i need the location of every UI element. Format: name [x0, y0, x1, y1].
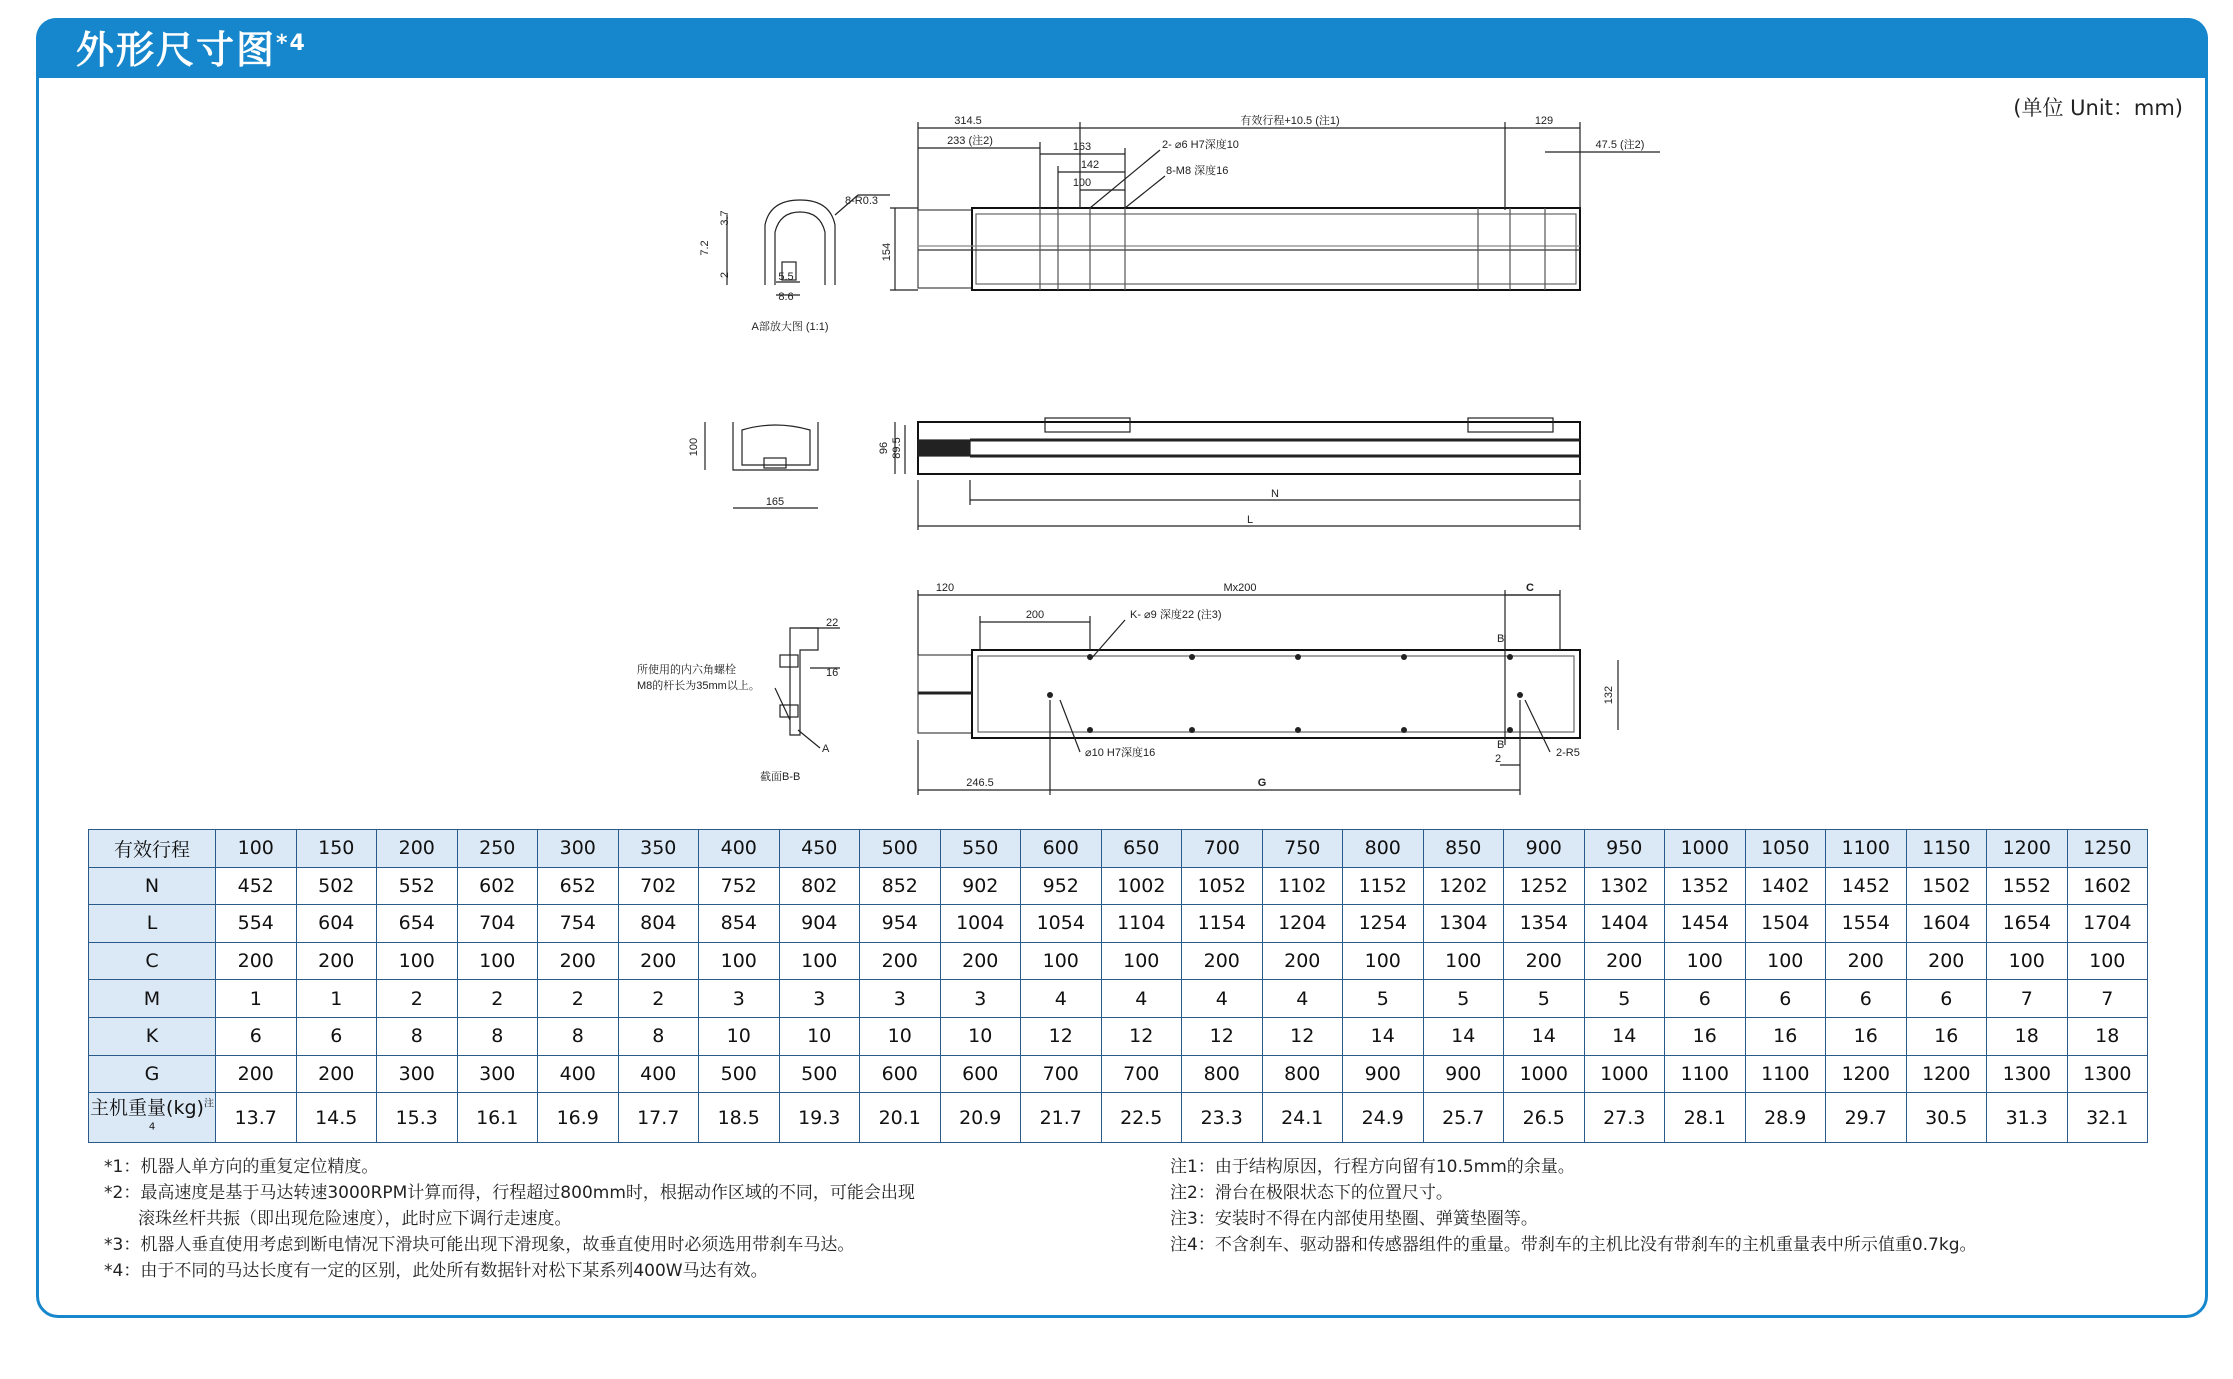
table-cell: 18: [2067, 1017, 2148, 1055]
table-cell: 10: [860, 1017, 941, 1055]
table-cell: 8: [377, 1017, 458, 1055]
table-cell: 30.5: [1906, 1093, 1987, 1143]
row-header: 有效行程: [89, 830, 216, 868]
table-row: [89, 830, 2148, 868]
table-cell: 200: [377, 830, 458, 868]
table-cell: 1654: [1987, 905, 2068, 943]
table-cell: 754: [538, 905, 619, 943]
dim-sec-16: 16: [826, 667, 839, 679]
dim-154: 154: [881, 242, 893, 262]
table-cell: 1152: [1343, 867, 1424, 905]
table-cell: 3: [779, 980, 860, 1018]
table-cell: 1404: [1584, 905, 1665, 943]
table-cell: 1352: [1665, 867, 1746, 905]
table-cell: 100: [779, 942, 860, 980]
note-line: 注3：安装时不得在内部使用垫圈、弹簧垫圈等。: [1170, 1209, 1538, 1229]
table-cell: 3: [699, 980, 780, 1018]
dim-2: 2: [719, 271, 731, 279]
table-cell: 400: [538, 1055, 619, 1093]
table-cell: 10: [940, 1017, 1021, 1055]
table-cell: 23.3: [1182, 1093, 1263, 1143]
table-cell: 400: [699, 830, 780, 868]
table-cell: 752: [699, 867, 780, 905]
notes-left: [104, 1154, 915, 1284]
table-row: [89, 1055, 2148, 1093]
table-cell: 16.1: [457, 1093, 538, 1143]
table-cell: 100: [1423, 942, 1504, 980]
table-cell: 550: [940, 830, 1021, 868]
table-cell: 15.3: [377, 1093, 458, 1143]
dim-2r5: 2-R5: [1556, 747, 1580, 759]
table-cell: 4: [1262, 980, 1343, 1018]
table-row: [89, 1093, 2148, 1143]
table-cell: 1002: [1101, 867, 1182, 905]
sec-note-2: M8的杆长为35mm以上。: [637, 680, 760, 692]
note-line: *2：最高速度是基于马达转速3000RPM计算而得，行程超过800mm时，根据动作区域的不同，可能会出现: [104, 1183, 915, 1203]
dim-m8: 8-M8 深度16: [1166, 165, 1229, 177]
dim-47: 47.5 (注2): [1595, 139, 1645, 151]
table-row: [89, 1017, 2148, 1055]
table-cell: 700: [1021, 1055, 1102, 1093]
table-cell: 904: [779, 905, 860, 943]
dim-k: K- ⌀9 深度22 (注3): [1130, 609, 1222, 621]
title-footnote: *4: [276, 31, 307, 56]
table-cell: 1604: [1906, 905, 1987, 943]
table-cell: 1102: [1262, 867, 1343, 905]
table-cell: 6: [1745, 980, 1826, 1018]
table-cell: 16: [1906, 1017, 1987, 1055]
table-cell: 2: [457, 980, 538, 1018]
table-cell: 850: [1423, 830, 1504, 868]
table-cell: 14: [1343, 1017, 1424, 1055]
dim-2465: 246.5: [966, 777, 994, 789]
table-cell: 600: [1021, 830, 1102, 868]
dim-895: 89.5: [891, 437, 903, 459]
table-cell: 300: [538, 830, 619, 868]
table-cell: 6: [1665, 980, 1746, 1018]
dim-hole6: 2- ⌀6 H7深度10: [1162, 139, 1239, 151]
table-cell: 6: [1826, 980, 1907, 1018]
table-cell: 750: [1262, 830, 1343, 868]
table-cell: 1100: [1826, 830, 1907, 868]
table-cell: 652: [538, 867, 619, 905]
table-cell: 500: [860, 830, 941, 868]
row-header: G: [89, 1055, 216, 1093]
spec-table: [88, 829, 2148, 1143]
dim-55: 5.5: [778, 271, 794, 283]
table-cell: 16: [1826, 1017, 1907, 1055]
table-cell: 600: [860, 1055, 941, 1093]
table-cell: 21.7: [1021, 1093, 1102, 1143]
table-cell: 100: [1745, 942, 1826, 980]
table-cell: 900: [1504, 830, 1585, 868]
table-cell: 16: [1665, 1017, 1746, 1055]
end-view: [705, 422, 818, 508]
row-header: 主机重量(kg)$^{注4}$: [89, 1093, 216, 1143]
table-cell: 1502: [1906, 867, 1987, 905]
table-cell: 200: [538, 942, 619, 980]
table-cell: 14.5: [296, 1093, 377, 1143]
table-cell: 552: [377, 867, 458, 905]
table-cell: 602: [457, 867, 538, 905]
dim-L: L: [1246, 514, 1254, 526]
note-line: 滚珠丝杆共振（即出现危险速度），此时应下调行走速度。: [138, 1209, 572, 1229]
detail-caption: A部放大图 (1:1): [751, 321, 829, 333]
dim-120: 120: [935, 582, 955, 594]
table-cell: 200: [1826, 942, 1907, 980]
table-cell: 20.9: [940, 1093, 1021, 1143]
table-cell: 950: [1584, 830, 1665, 868]
table-cell: 1052: [1182, 867, 1263, 905]
table-cell: 100: [1343, 942, 1424, 980]
table-cell: 3: [860, 980, 941, 1018]
table-cell: 804: [618, 905, 699, 943]
table-cell: 1202: [1423, 867, 1504, 905]
table-row: [89, 980, 2148, 1018]
dim-G: G: [1257, 777, 1267, 789]
table-cell: 28.9: [1745, 1093, 1826, 1143]
table-cell: 100: [1101, 942, 1182, 980]
table-cell: 1402: [1745, 867, 1826, 905]
dim-100: 100: [1072, 177, 1092, 189]
table-cell: 800: [1262, 1055, 1343, 1093]
table-cell: 1302: [1584, 867, 1665, 905]
table-cell: 26.5: [1504, 1093, 1585, 1143]
table-cell: 1050: [1745, 830, 1826, 868]
dim-163: 163: [1072, 141, 1092, 153]
table-cell: 1250: [2067, 830, 2148, 868]
sec-a: A: [822, 743, 830, 755]
table-cell: 31.3: [1987, 1093, 2068, 1143]
table-cell: 5: [1423, 980, 1504, 1018]
table-cell: 19.3: [779, 1093, 860, 1143]
table-cell: 100: [2067, 942, 2148, 980]
dim-N: N: [1271, 488, 1279, 500]
table-cell: 852: [860, 867, 941, 905]
table-cell: 5: [1504, 980, 1585, 1018]
table-row: [89, 942, 2148, 980]
table-cell: 1: [216, 980, 297, 1018]
table-cell: 952: [1021, 867, 1102, 905]
table-cell: 1200: [1987, 830, 2068, 868]
table-cell: 18: [1987, 1017, 2068, 1055]
table-cell: 450: [779, 830, 860, 868]
table-cell: 1100: [1665, 1055, 1746, 1093]
table-row: [89, 867, 2148, 905]
table-cell: 24.1: [1262, 1093, 1343, 1143]
table-cell: 22.5: [1101, 1093, 1182, 1143]
table-cell: 500: [779, 1055, 860, 1093]
bottom-view: [918, 590, 1618, 795]
table-cell: 2: [618, 980, 699, 1018]
table-cell: 1354: [1504, 905, 1585, 943]
table-cell: 300: [457, 1055, 538, 1093]
table-cell: 2: [377, 980, 458, 1018]
table-cell: 1200: [1826, 1055, 1907, 1093]
table-cell: 18.5: [699, 1093, 780, 1143]
table-cell: 5: [1584, 980, 1665, 1018]
table-cell: 4: [1182, 980, 1263, 1018]
table-cell: 654: [377, 905, 458, 943]
table-cell: 800: [1343, 830, 1424, 868]
table-cell: 2: [538, 980, 619, 1018]
table-cell: 200: [216, 942, 297, 980]
table-cell: 1704: [2067, 905, 2148, 943]
table-cell: 1104: [1101, 905, 1182, 943]
table-cell: 100: [377, 942, 458, 980]
table-cell: 20.1: [860, 1093, 941, 1143]
dim-phi10: ⌀10 H7深度16: [1085, 747, 1156, 759]
table-cell: 1254: [1343, 905, 1424, 943]
table-cell: 1204: [1262, 905, 1343, 943]
table-cell: 1200: [1906, 1055, 1987, 1093]
row-header: L: [89, 905, 216, 943]
dim-b1: B: [1497, 633, 1505, 645]
table-cell: 452: [216, 867, 297, 905]
table-cell: 954: [860, 905, 941, 943]
dim-b2: B: [1497, 739, 1505, 751]
table-cell: 1252: [1504, 867, 1585, 905]
table-cell: 200: [1504, 942, 1585, 980]
table-cell: 704: [457, 905, 538, 943]
table-cell: 1000: [1665, 830, 1746, 868]
table-cell: 600: [940, 1055, 1021, 1093]
dim-r03: 8-R0.3: [845, 195, 879, 207]
top-view: [890, 122, 1660, 290]
table-cell: 200: [296, 1055, 377, 1093]
table-cell: 100: [699, 942, 780, 980]
table-cell: 4: [1021, 980, 1102, 1018]
table-cell: 854: [699, 905, 780, 943]
table-cell: 554: [216, 905, 297, 943]
dim-129: 129: [1534, 115, 1554, 127]
dim-37: 3.7: [719, 210, 731, 226]
table-cell: 7: [2067, 980, 2148, 1018]
table-cell: 702: [618, 867, 699, 905]
table-cell: 16: [1745, 1017, 1826, 1055]
table-cell: 700: [1182, 830, 1263, 868]
note-line: *1：机器人单方向的重复定位精度。: [104, 1157, 379, 1177]
table-cell: 12: [1101, 1017, 1182, 1055]
notes-right: [1170, 1154, 1977, 1258]
side-view: [895, 418, 1580, 530]
table-cell: 802: [779, 867, 860, 905]
table-cell: 6: [1906, 980, 1987, 1018]
table-cell: 900: [1423, 1055, 1504, 1093]
table-cell: 14: [1584, 1017, 1665, 1055]
table-cell: 100: [216, 830, 297, 868]
table-cell: 27.3: [1584, 1093, 1665, 1143]
table-cell: 1004: [940, 905, 1021, 943]
table-cell: 6: [216, 1017, 297, 1055]
table-cell: 1504: [1745, 905, 1826, 943]
table-cell: 10: [699, 1017, 780, 1055]
sec-caption: 截面B-B: [760, 771, 801, 783]
table-cell: 24.9: [1343, 1093, 1424, 1143]
table-cell: 1150: [1906, 830, 1987, 868]
table-cell: 1452: [1826, 867, 1907, 905]
note-line: 注1：由于结构原因，行程方向留有10.5mm的余量。: [1170, 1157, 1575, 1177]
note-line: *3：机器人垂直使用考虑到断电情况下滑块可能出现下滑现象，故垂直使用时必须选用带刹车马达。: [104, 1235, 855, 1255]
note-line: *4：由于不同的马达长度有一定的区别，此处所有数据针对松下某系列400W马达有效。: [104, 1261, 768, 1281]
unit-note: (单位 Unit：mm): [2013, 96, 2183, 120]
title-text: 外形尺寸图: [76, 28, 277, 72]
dim-165: 165: [765, 496, 785, 508]
dim-233: 233 (注2): [947, 135, 993, 147]
table-row: [89, 905, 2148, 943]
table-cell: 7: [1987, 980, 2068, 1018]
table-cell: 1300: [1987, 1055, 2068, 1093]
dim-132: 132: [1603, 685, 1615, 705]
table-cell: 8: [457, 1017, 538, 1055]
dim-bot-2: 2: [1495, 753, 1502, 765]
table-cell: 650: [1101, 830, 1182, 868]
table-cell: 14: [1504, 1017, 1585, 1055]
table-cell: 1554: [1826, 905, 1907, 943]
table-cell: 150: [296, 830, 377, 868]
table-cell: 100: [1021, 942, 1102, 980]
dim-314: 314.5: [954, 115, 982, 127]
table-cell: 1454: [1665, 905, 1746, 943]
table-cell: 250: [457, 830, 538, 868]
table-cell: 14: [1423, 1017, 1504, 1055]
table-cell: 500: [699, 1055, 780, 1093]
table-cell: 100: [457, 942, 538, 980]
row-header: M: [89, 980, 216, 1018]
table-cell: 3: [940, 980, 1021, 1018]
table-cell: 1000: [1584, 1055, 1665, 1093]
table-cell: 28.1: [1665, 1093, 1746, 1143]
table-cell: 17.7: [618, 1093, 699, 1143]
table-cell: 200: [940, 942, 1021, 980]
table-cell: 700: [1101, 1055, 1182, 1093]
table-cell: 1300: [2067, 1055, 2148, 1093]
table-cell: 8: [618, 1017, 699, 1055]
note-line: 注2：滑台在极限状态下的位置尺寸。: [1170, 1183, 1453, 1203]
table-cell: 200: [1906, 942, 1987, 980]
table-cell: 1100: [1745, 1055, 1826, 1093]
table-cell: 25.7: [1423, 1093, 1504, 1143]
table-cell: 4: [1101, 980, 1182, 1018]
sec-note-1: 所使用的内六角螺栓: [637, 664, 736, 676]
table-cell: 200: [1262, 942, 1343, 980]
table-cell: 200: [618, 942, 699, 980]
table-cell: 29.7: [1826, 1093, 1907, 1143]
table-cell: 32.1: [2067, 1093, 2148, 1143]
section-b-view: [775, 628, 840, 748]
table-cell: 200: [296, 942, 377, 980]
table-cell: 200: [860, 942, 941, 980]
table-cell: 100: [1665, 942, 1746, 980]
dim-sec-22: 22: [826, 617, 839, 629]
table-cell: 8: [538, 1017, 619, 1055]
table-cell: 900: [1343, 1055, 1424, 1093]
table-cell: 1054: [1021, 905, 1102, 943]
table-cell: 16.9: [538, 1093, 619, 1143]
table-cell: 502: [296, 867, 377, 905]
table-cell: 902: [940, 867, 1021, 905]
table-cell: 200: [1584, 942, 1665, 980]
table-cell: 100: [1987, 942, 2068, 980]
table-cell: 400: [618, 1055, 699, 1093]
row-header: C: [89, 942, 216, 980]
table-cell: 200: [216, 1055, 297, 1093]
dim-c: C: [1526, 582, 1534, 594]
row-header: N: [89, 867, 216, 905]
dim-86: 8.6: [778, 291, 794, 303]
table-cell: 1: [296, 980, 377, 1018]
table-cell: 12: [1262, 1017, 1343, 1055]
table-cell: 6: [296, 1017, 377, 1055]
table-cell: 5: [1343, 980, 1424, 1018]
table-cell: 13.7: [216, 1093, 297, 1143]
dim-142: 142: [1080, 159, 1100, 171]
table-cell: 10: [779, 1017, 860, 1055]
table-cell: 300: [377, 1055, 458, 1093]
table-cell: 1000: [1504, 1055, 1585, 1093]
note-line: 注4：不含刹车、驱动器和传感器组件的重量。带刹车的主机比没有带刹车的主机重量表中所示值重0.7kg。: [1170, 1235, 1977, 1255]
table-cell: 350: [618, 830, 699, 868]
dim-bot-200: 200: [1025, 609, 1045, 621]
table-cell: 1154: [1182, 905, 1263, 943]
table-cell: 200: [1182, 942, 1263, 980]
table-cell: 12: [1182, 1017, 1263, 1055]
dim-96: 96: [878, 441, 890, 455]
row-header: K: [89, 1017, 216, 1055]
dim-stroke: 有效行程+10.5 (注1): [1240, 115, 1340, 127]
table-cell: 1304: [1423, 905, 1504, 943]
table-cell: 604: [296, 905, 377, 943]
table-cell: 800: [1182, 1055, 1263, 1093]
table-cell: 1602: [2067, 867, 2148, 905]
detail-a-view: [727, 195, 890, 295]
dim-side-100: 100: [688, 437, 700, 457]
table-cell: 1552: [1987, 867, 2068, 905]
dim-72: 7.2: [699, 240, 711, 256]
table-cell: 12: [1021, 1017, 1102, 1055]
dim-mx: Mx200: [1223, 582, 1257, 594]
